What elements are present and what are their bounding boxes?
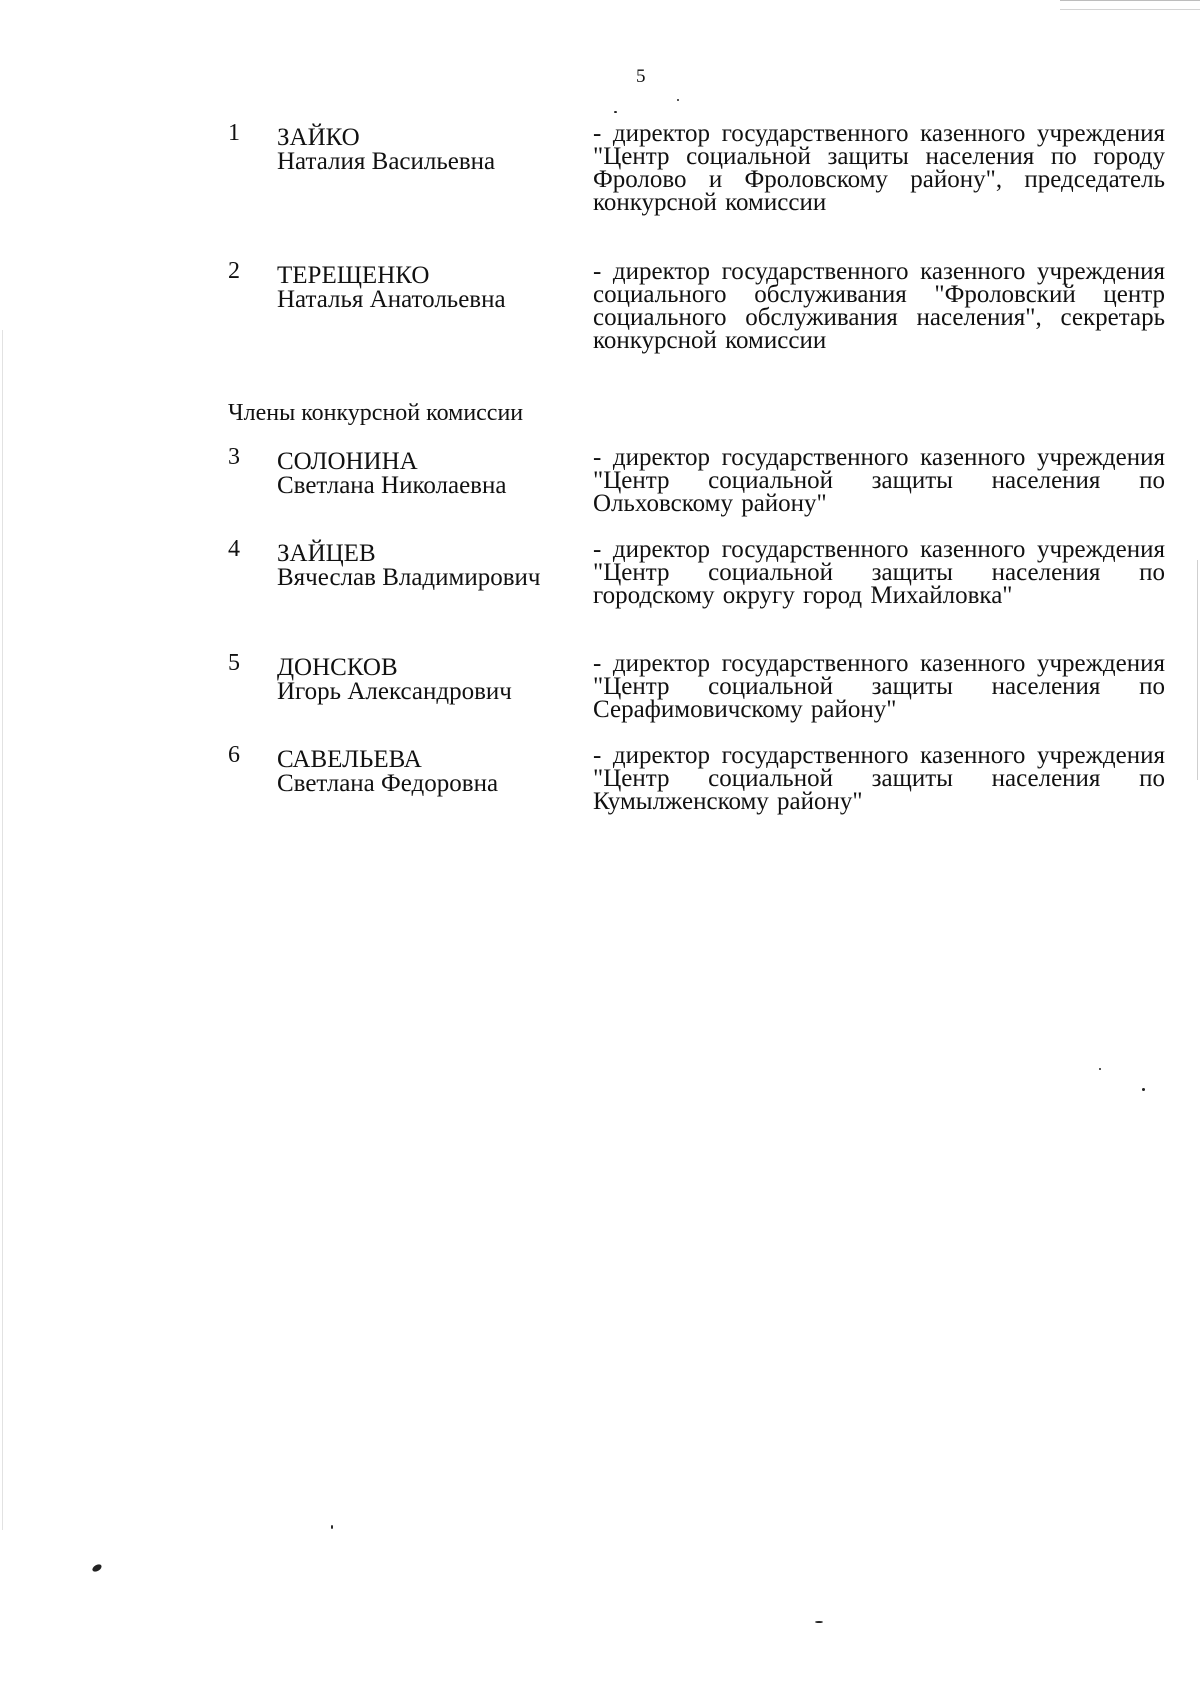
entry-given-names: Вячеслав Владимирович	[277, 564, 541, 591]
entry-person-name	[277, 542, 541, 590]
members-heading: Члены конкурсной комиссии	[228, 400, 524, 426]
entry-given-names: Игорь Александрович	[277, 678, 512, 705]
entry-surname: СОЛОНИНА	[277, 448, 418, 475]
entry-given-names: Наталья Анатольевна	[277, 286, 506, 313]
entry-person-name	[277, 656, 512, 704]
scan-speck	[91, 1563, 103, 1573]
scan-speck	[677, 99, 679, 101]
entry-surname: ДОНСКОВ	[277, 654, 398, 681]
entry-surname: ТЕРЕЩЕНКО	[277, 262, 430, 289]
entry-number: 5	[228, 650, 240, 676]
page-number: 5	[636, 66, 646, 87]
entry-position-description: - директор государственного казенного учреждения "Центр социальной защиты населения по городскому округу город Михайловка"	[593, 536, 1165, 609]
scan-speck	[614, 111, 617, 113]
scan-speck	[815, 1621, 823, 1623]
entry-surname: ЗАЙКО	[277, 124, 360, 151]
entry-surname: ЗАЙЦЕВ	[277, 540, 376, 567]
entry-position-description: - директор государственного казенного учреждения "Центр социальной защиты населения по Ольховскому району"	[593, 444, 1165, 517]
entry-number: 4	[228, 536, 240, 562]
entry-given-names: Светлана Федоровна	[277, 770, 499, 797]
entry-position-description: - директор государственного казенного учреждения социального обслуживания "Фроловский центр социального обслуживания населения", секретарь конкурсной комиссии	[593, 258, 1165, 354]
entry-person-name	[277, 748, 498, 796]
entry-number: 3	[228, 444, 240, 470]
entry-number: 6	[228, 742, 240, 768]
entry-position-description: - директор государственного казенного учреждения "Центр социальной защиты населения по Серафимовичскому району"	[593, 650, 1165, 723]
scan-speck	[1099, 1068, 1101, 1070]
scan-speck	[1142, 1088, 1145, 1091]
entry-position-description: - директор государственного казенного учреждения "Центр социальной защиты населения по городу Фролово и Фроловскому району", председатель конкурсной комиссии	[593, 120, 1165, 216]
scan-right-edge	[1197, 560, 1198, 780]
entry-given-names: Светлана Николаевна	[277, 472, 507, 499]
entry-person-name	[277, 126, 495, 174]
scan-speck	[331, 1525, 333, 1529]
scan-edge-rule	[1060, 0, 1200, 10]
entry-number: 2	[228, 258, 240, 284]
entry-person-name	[277, 450, 506, 498]
scan-left-edge	[2, 330, 3, 1530]
entry-position-description: - директор государственного казенного учреждения "Центр социальной защиты населения по Кумылженскому району"	[593, 742, 1165, 815]
entry-number: 1	[228, 120, 240, 146]
entry-person-name	[277, 264, 506, 312]
entry-surname: САВЕЛЬЕВА	[277, 746, 422, 773]
entry-given-names: Наталия Васильевна	[277, 148, 496, 175]
